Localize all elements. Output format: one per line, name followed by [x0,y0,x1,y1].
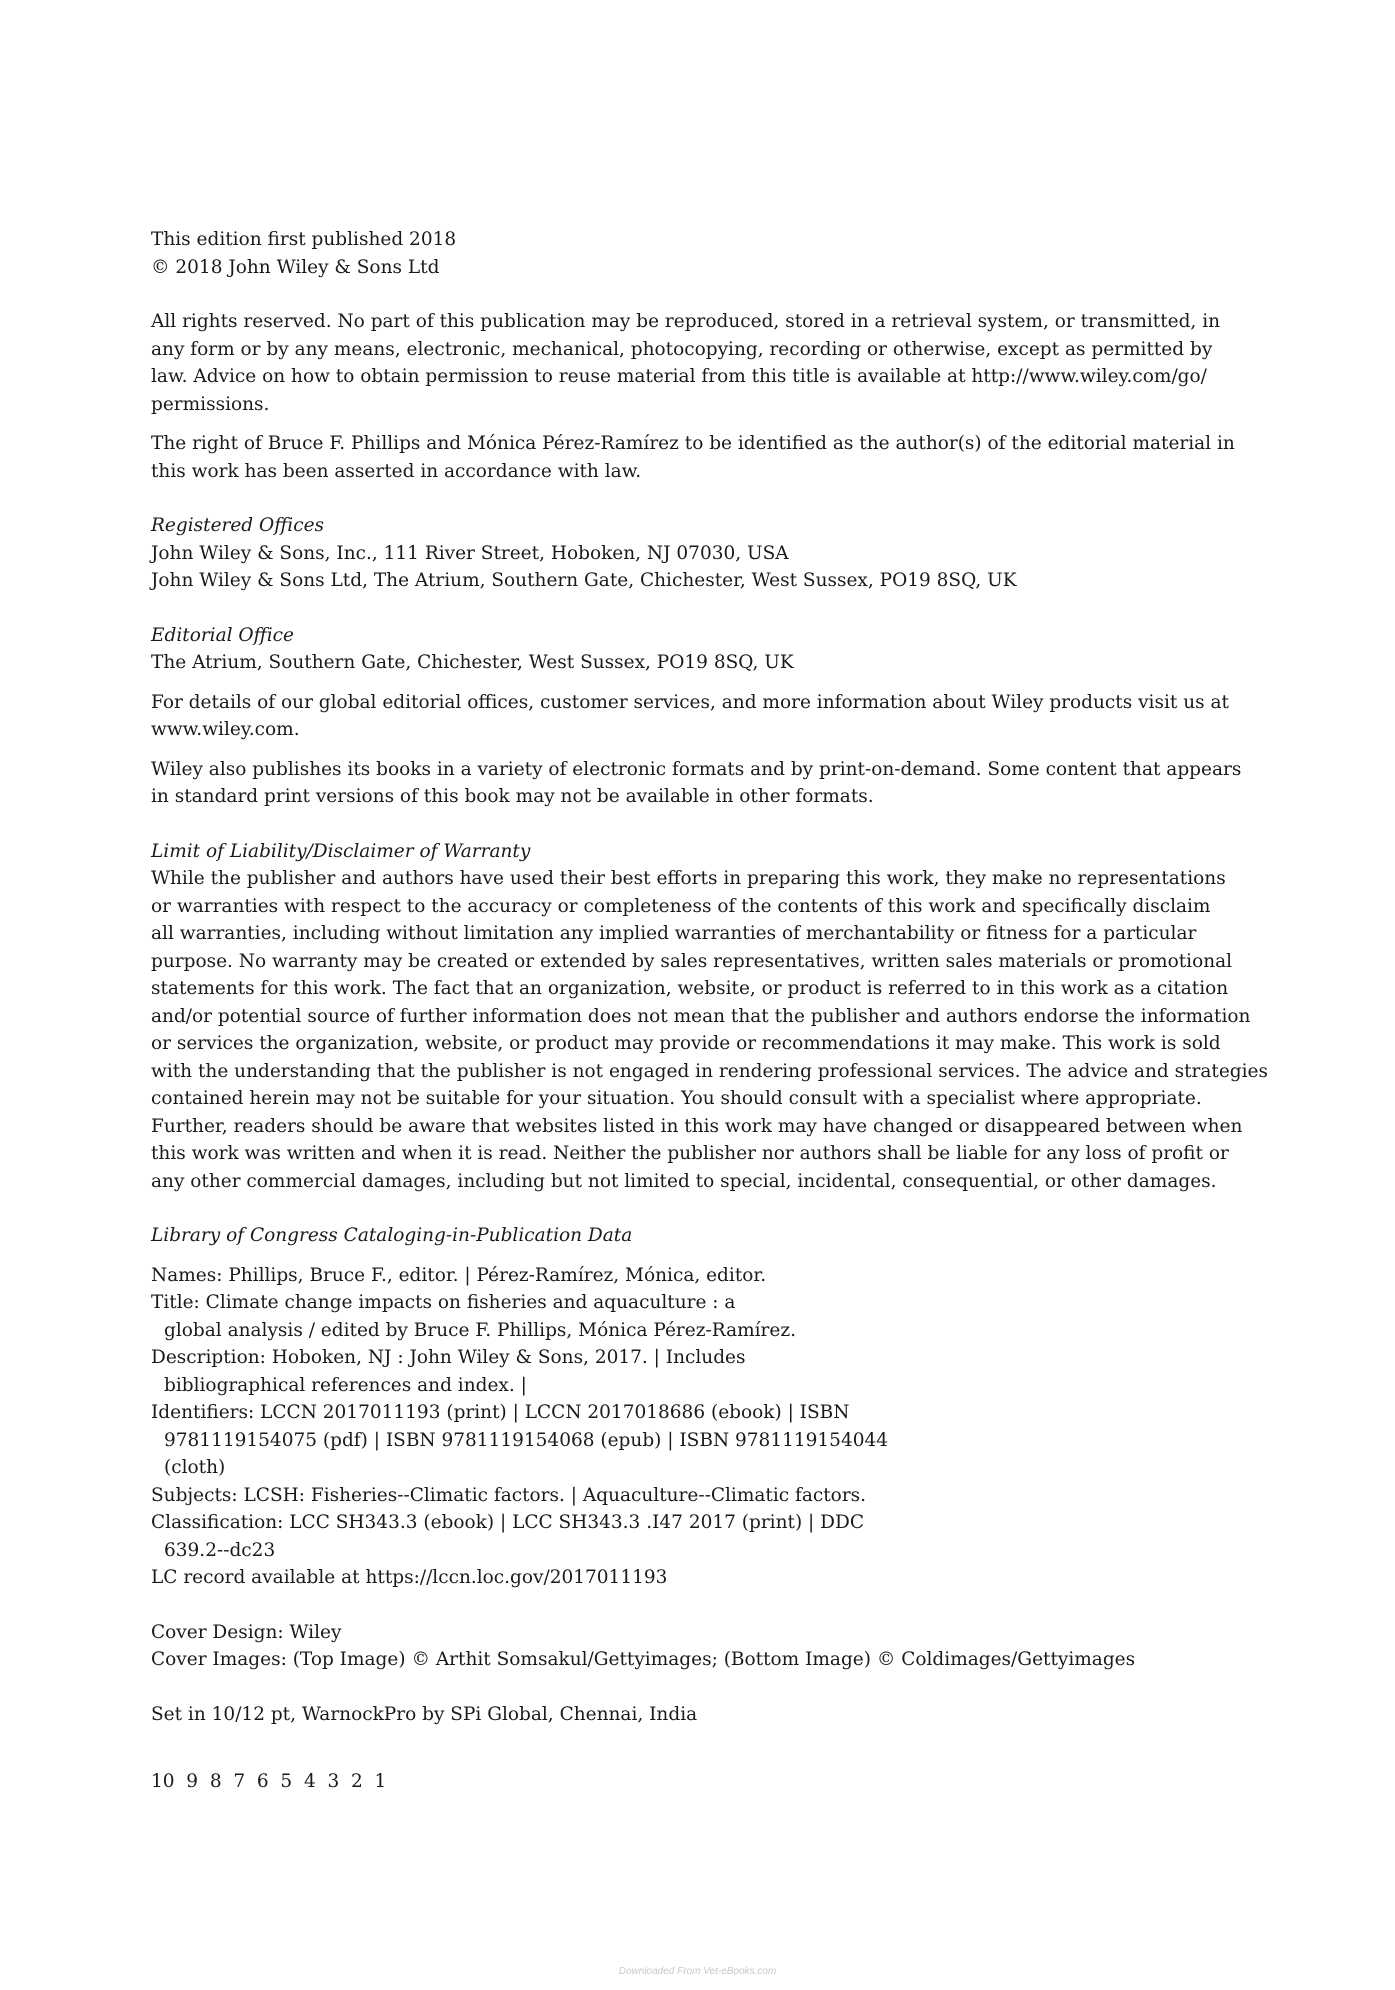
formats-paragraph [151,756,1251,811]
cip-line: global analysis / edited by Bruce F. Phillips, Mónica Pérez-Ramírez. [164,1319,796,1341]
disclaimer-line: with the understanding that the publisher is not engaged in rendering professional services. The advice and strategies [151,1060,1268,1082]
cover-credits [151,1619,1251,1674]
office-address: The Atrium, Southern Gate, Chichester, West Sussex, PO19 8SQ, UK [151,652,794,673]
formats-line: Wiley also publishes its books in a variety of electronic formats and by print-on-demand. Some content that appears [151,758,1242,780]
disclaimer-line: purpose. No warranty may be created or extended by sales representatives, written sales materials or promotional [151,950,1233,972]
cip-line: Title: Climate change impacts on fisheries and aquaculture : a [151,1292,736,1313]
disclaimer-line: and/or potential source of further information does not mean that the publisher and authors endorse the information [151,1005,1251,1027]
details-paragraph [151,689,1251,744]
cip-record [151,1262,1251,1592]
formats-line: in standard print versions of this book may not be available in other formats. [151,786,874,807]
typeset-line: Set in 10/12 pt, WarnockPro by SPi Global, Chennai, India [151,1703,698,1725]
rights-line: permissions. [151,393,270,415]
cover-images-line: Cover Images: (Top Image) © Arthit Somsakul/Gettyimages; (Bottom Image) © Coldimages/Gettyimages [151,1649,1136,1670]
disclaimer-line: or warranties with respect to the accuracy or completeness of the contents of this work and specifically disclaim [151,895,1211,917]
office-address: John Wiley & Sons Ltd, The Atrium, Southern Gate, Chichester, West Sussex, PO19 8SQ, UK [151,570,1017,591]
moral-rights-line: The right of Bruce F. Phillips and Mónica Pérez-Ramírez to be identified as the author(s) of the editorial material in [151,433,1235,454]
cip-line: LC record available at https://lccn.loc.gov/2017011193 [151,1567,668,1588]
printing-line-paragraph [151,1768,1251,1796]
cip-line: Subjects: LCSH: Fisheries--Climatic factors. | Aquaculture--Climatic factors. [151,1484,867,1506]
cip-line: bibliographical references and index. | [164,1374,527,1396]
disclaimer-heading: Limit of Liability/Disclaimer of Warranty [151,840,531,862]
cip-line: (cloth) [164,1457,226,1478]
disclaimer-line: all warranties, including without limitation any implied warranties of merchantability or fitness for a particular [151,923,1197,944]
details-line: www.wiley.com. [151,719,300,740]
registered-offices-block [151,512,1251,595]
cover-design-line: Cover Design: Wiley [151,1621,342,1643]
copyright-line: © 2018 John Wiley & Sons Ltd [151,256,440,278]
disclaimer-line: contained herein may not be suitable for your situation. You should consult with a specialist where appropriate. [151,1088,1202,1109]
edition-block [151,226,1251,281]
editorial-office-heading: Editorial Office [151,624,294,646]
cip-line: Names: Phillips, Bruce F., editor. | Pérez-Ramírez, Mónica, editor. [151,1264,767,1286]
printing-number-line: 10 9 8 7 6 5 4 3 2 1 [151,1771,387,1792]
disclaimer-line: this work was written and when it is read. Neither the publisher nor authors shall be liable for any loss of profit or [151,1143,1229,1164]
cip-heading-block [151,1222,1251,1250]
rights-line: law. Advice on how to obtain permission to reuse material from this title is available at http://www.wiley.com/go/ [151,366,1207,387]
copyright-page [151,226,1268,1796]
disclaimer-line: any other commercial damages, including but not limited to special, incidental, consequential, or other damages. [151,1170,1217,1192]
disclaimer-line: statements for this work. The fact that an organization, website, or product is referred to in this work as a citation [151,978,1229,999]
editorial-office-block [151,622,1251,677]
cip-line: 9781119154075 (pdf) | ISBN 9781119154068 (epub) | ISBN 9781119154044 [164,1429,889,1451]
cip-line: Description: Hoboken, NJ : John Wiley & Sons, 2017. | Includes [151,1347,746,1368]
cip-line: Identifiers: LCCN 2017011193 (print) | LCCN 2017018686 (ebook) | ISBN [151,1402,850,1423]
disclaimer-line: Further, readers should be aware that websites listed in this work may have changed or disappeared between when [151,1115,1243,1137]
cip-line: 639.2--dc23 [164,1539,276,1561]
download-watermark: Downloaded From Vet-eBooks.com [618,1966,777,1977]
typeset-paragraph [151,1701,1251,1729]
cip-heading: Library of Congress Cataloging-in-Publication Data [151,1225,633,1246]
disclaimer-block [151,838,1268,1196]
rights-line: All rights reserved. No part of this publication may be reproduced, stored in a retrieval system, or transmitted, in [151,311,1221,332]
disclaimer-line: While the publisher and authors have used their best efforts in preparing this work, they make no representations [151,868,1226,889]
office-address: John Wiley & Sons, Inc., 111 River Street, Hoboken, NJ 07030, USA [151,542,789,564]
cip-line: Classification: LCC SH343.3 (ebook) | LCC SH343.3 .I47 2017 (print) | DDC [151,1512,864,1533]
rights-line: any form or by any means, electronic, mechanical, photocopying, recording or otherwise, except as permitted by [151,338,1213,360]
moral-rights-paragraph [151,430,1251,485]
registered-offices-heading: Registered Offices [151,515,325,536]
disclaimer-line: or services the organization, website, or product may provide or recommendations it may make. This work is sold [151,1033,1221,1054]
rights-paragraph [151,308,1251,418]
first-published-line: This edition first published 2018 [151,229,457,250]
details-line: For details of our global editorial offices, customer services, and more information about Wiley products visit us at [151,691,1229,713]
moral-rights-line: this work has been asserted in accordance with law. [151,460,642,482]
